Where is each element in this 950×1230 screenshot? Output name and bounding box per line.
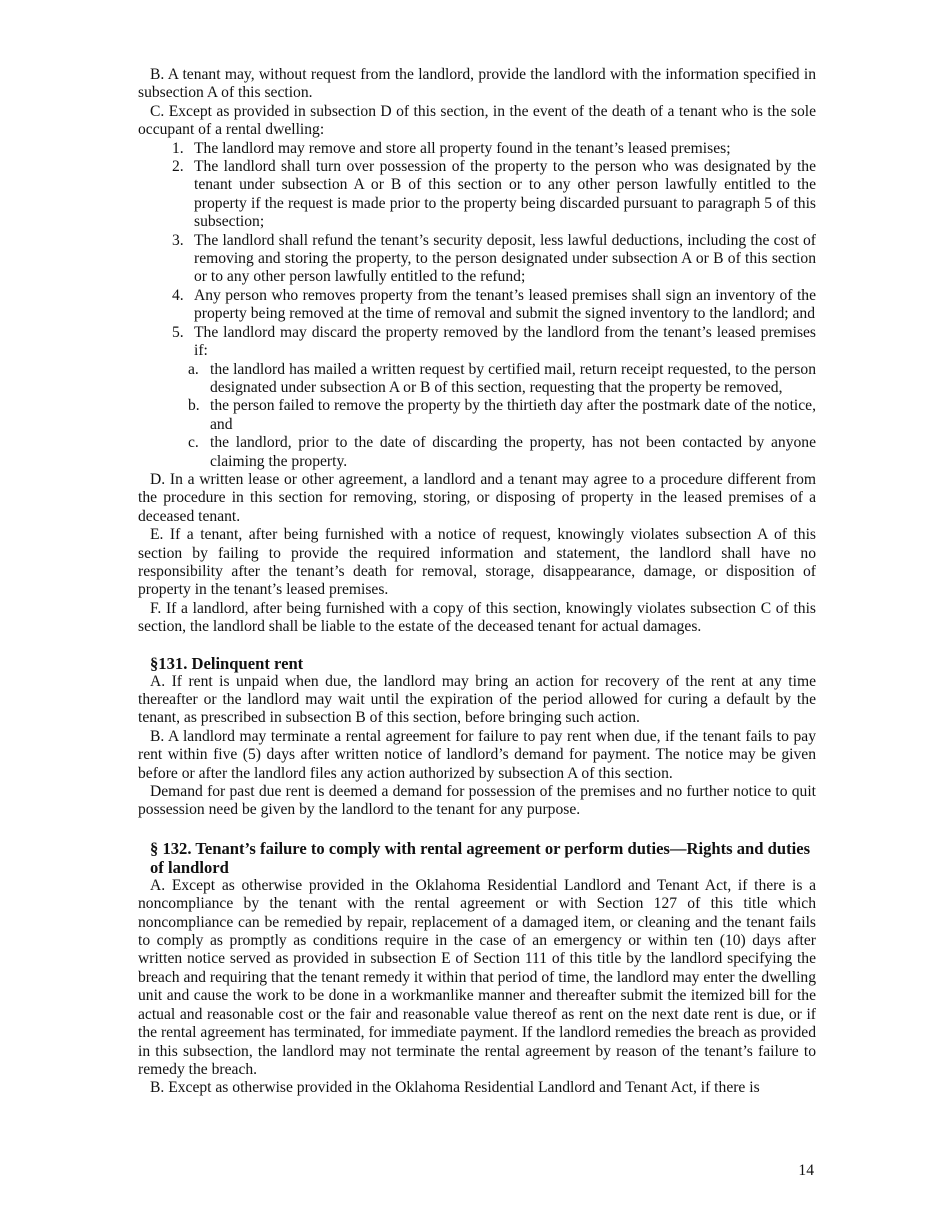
paragraph-130-b: B. A tenant may, without request from the landlord, provide the landlord with the information specified in subsection A of this section. [138,66,816,102]
list-item [172,232,816,287]
list-number: 1. [172,139,184,157]
paragraph-130-d: D. In a written lease or other agreement, a landlord and a tenant may agree to a procedure different from the procedure in this section for removing, storing, or disposing of property in the leased premises of a deceased tenant. [138,470,816,525]
paragraph-132-b: B. Except as otherwise provided in the Oklahoma Residential Landlord and Tenant Act, if there is [150,1079,760,1097]
list-text: The landlord shall turn over possession of the property to the person who was designated by the tenant under subsection A or B of this section or to any other person lawfully entitled to the property if the request is made prior to the property being discarded pursuant to paragraph 5 of this subsection; [194,158,816,231]
list-text: Any person who removes property from the tenant’s leased premises shall sign an inventory of the property being removed at the time of removal and submit the signed inventory to the landlord; and [194,286,816,323]
lettered-list [188,361,816,471]
list-number: 4. [172,286,184,304]
paragraph-131-b: B. A landlord may terminate a rental agreement for failure to pay rent when due, if the tenant fails to pay rent within five (5) days after written notice of landlord’s demand for payment. The notice may be given before or after the landlord files any action authorized by subsection A of this section. [138,727,816,782]
list-item [188,397,816,434]
paragraph-130-c: C. Except as provided in subsection D of this section, in the event of the death of a tenant who is the sole occupant of a rental dwelling: [138,102,816,139]
paragraph-131-demand: Demand for past due rent is deemed a demand for possession of the premises and no further notice to quit possession need be given by the landlord to the tenant for any purpose. [138,783,816,819]
list-item [172,158,816,232]
paragraph-130-e: E. If a tenant, after being furnished with a notice of request, knowingly violates subsection A of this section by failing to provide the required information and statement, the landlord shall have no responsibility after the tenant’s death for removal, storage, disappearance, damage, or disposition of property in the tenant’s leased premises. [138,526,816,599]
list-text: the person failed to remove the property by the thirtieth day after the postmark date of the notice, and [210,397,816,433]
page-number: 14 [798,1162,814,1179]
list-text: the landlord has mailed a written request by certified mail, return receipt requested, to the person designated under subsection A or B of this section, requesting that the property be removed, [210,360,816,396]
paragraph-130-f: F. If a landlord, after being furnished with a copy of this section, knowingly violates subsection C of this section, the landlord shall be liable to the estate of the deceased tenant for actual damages. [138,599,816,636]
list-item [172,287,816,324]
list-letter: c. [188,434,199,452]
list-item [188,361,816,398]
list-number: 2. [172,158,184,176]
section-spacer [138,820,816,839]
paragraph-131-a: A. If rent is unpaid when due, the landlord may bring an action for recovery of the rent at any time thereafter or the landlord may wait until the expiration of the period allowed for curing a default by the tenant, as prescribed in subsection B of this section, before bringing such action. [138,672,816,727]
list-text: The landlord shall refund the tenant’s security deposit, less lawful deductions, including the cost of removing and storing the property, to the person designated under subsection A or B of this section or to any other person lawfully entitled to the refund; [194,231,816,286]
section-132-heading: § 132. Tenant’s failure to comply with rental agreement or perform duties—Rights and duties of landlord [150,838,811,877]
list-text: the landlord, prior to the date of discarding the property, has not been contacted by anyone claiming the property. [210,434,816,470]
section-131-heading: §131. Delinquent rent [150,653,304,673]
numbered-list [172,140,816,361]
list-letter: a. [188,360,199,378]
paragraph-132-a: A. Except as otherwise provided in the Oklahoma Residential Landlord and Tenant Act, if there is a noncompliance by the tenant with the rental agreement or with Section 127 of this title which noncompliance can be remedied by repair, replacement of a damaged item, or cleaning and the tenant fails to comply as promptly as conditions require in the case of an emergency or within ten (10) days after written notice served as provided in subsection E of Section 111 of this title by the landlord specifying the breach and requiring that the tenant remedy it within that period of time, the landlord may enter the dwelling unit and cause the work to be done in a workmanlike manner and thereafter submit the itemized bill for the actual and reasonable cost or the fair and reasonable value thereof as rent on the next date rent is due, or if the rental agreement has terminated, for immediate payment. If the landlord remedies the breach as provided in this subsection, the landlord may not terminate the rental agreement by reason of the tenant’s failure to remedy the breach. [138,876,816,1078]
list-letter: b. [188,397,200,415]
list-item [172,324,816,361]
list-text: The landlord may discard the property removed by the landlord from the tenant’s leased premises if: [194,323,816,360]
section-spacer [138,637,816,654]
list-text: The landlord may remove and store all property found in the tenant’s leased premises; [194,139,731,157]
list-number: 5. [172,323,184,341]
list-number: 3. [172,231,184,249]
list-item [172,140,816,158]
list-item [188,434,816,471]
